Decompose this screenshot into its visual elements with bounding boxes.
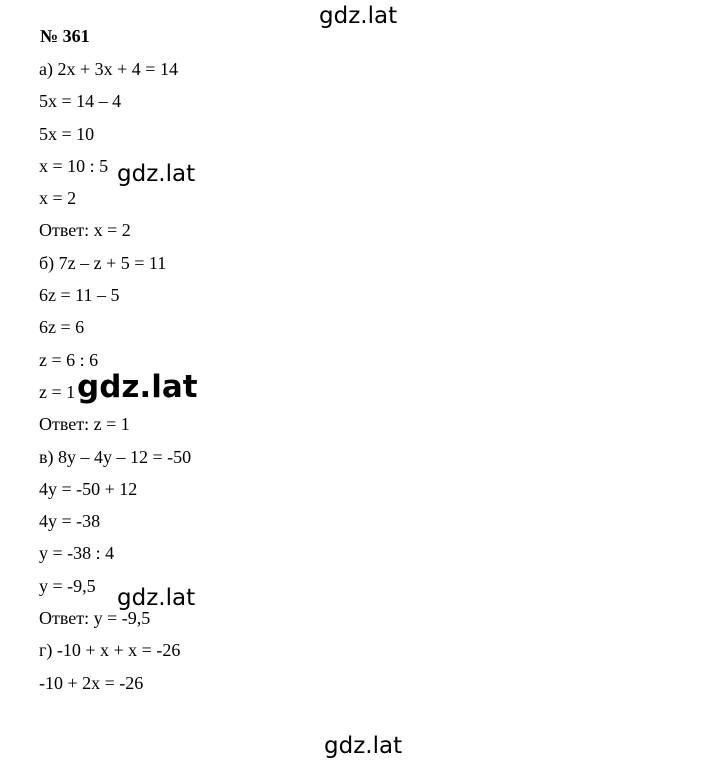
watermark-top: gdz.lat — [319, 3, 398, 29]
problem-number: № 361 — [40, 26, 90, 46]
solution-line: г) -10 + x + x = -26 — [39, 640, 181, 661]
solution-line: 4y = -38 — [39, 511, 101, 532]
solution-line: y = -38 : 4 — [39, 543, 115, 564]
watermark-middle: gdz.lat — [117, 161, 196, 187]
answer-line: Ответ: y = -9,5 — [39, 608, 151, 629]
solution-line: z = 1 — [39, 381, 76, 402]
solution-line: 6z = 6 — [39, 317, 85, 338]
solution-line: 4y = -50 + 12 — [39, 478, 138, 499]
answer-line: Ответ: x = 2 — [39, 220, 131, 241]
solution-line: x = 10 : 5 — [39, 155, 109, 176]
watermark-lower: gdz.lat — [117, 585, 196, 611]
watermark-large: gdz.lat — [77, 372, 202, 403]
solution-line: а) 2x + 3x + 4 = 14 — [39, 59, 178, 79]
solution-line: 5x = 14 – 4 — [39, 91, 122, 112]
solution-line: y = -9,5 — [39, 575, 96, 596]
solution-line: 5x = 10 — [39, 123, 95, 144]
answer-line: Ответ: z = 1 — [39, 414, 130, 435]
solution-line: б) 7z – z + 5 = 11 — [39, 252, 167, 273]
solution-line: в) 8y – 4y – 12 = -50 — [39, 446, 192, 467]
solution-line: 6z = 11 – 5 — [39, 285, 120, 306]
watermark-bottom: gdz.lat — [324, 733, 403, 759]
solution-lines — [39, 58, 191, 704]
solution-line: x = 2 — [39, 188, 77, 209]
solution-line: -10 + 2x = -26 — [39, 672, 144, 693]
solution-line: z = 6 : 6 — [39, 349, 99, 370]
